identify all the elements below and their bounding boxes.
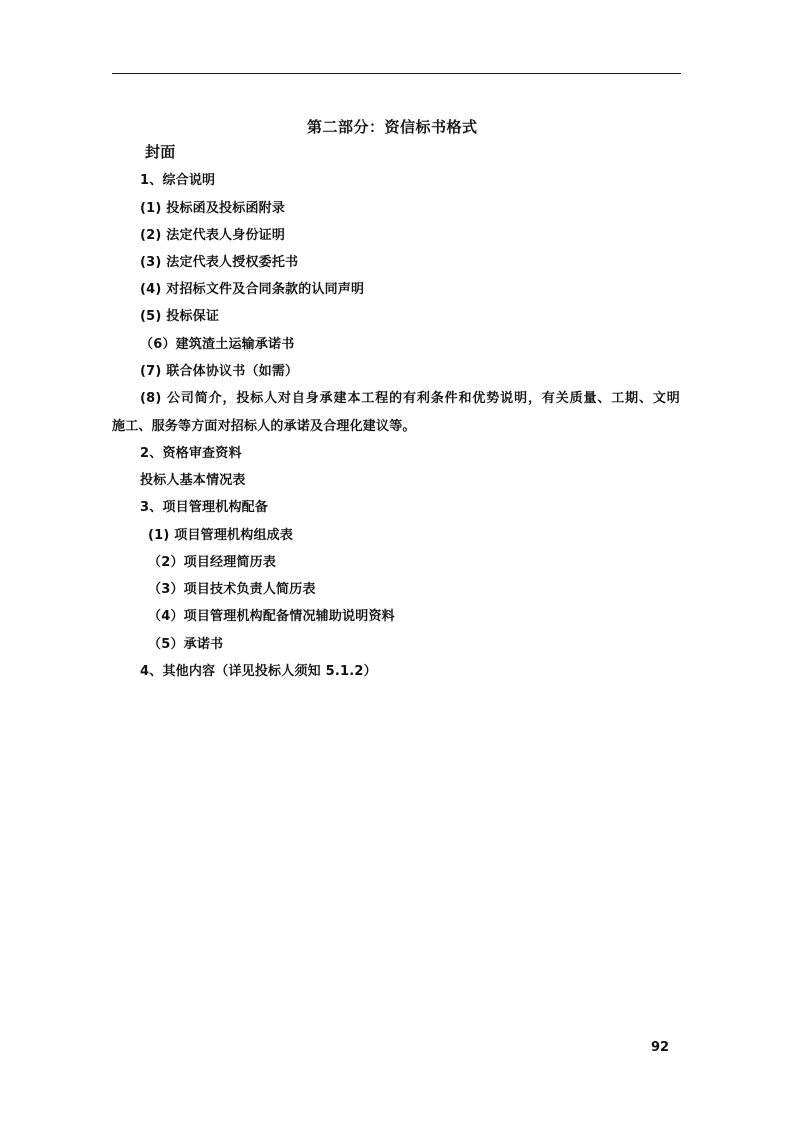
section-2-heading: 2、资格审查资料 xyxy=(140,446,242,461)
section-3-item-5: （5）承诺书 xyxy=(148,637,224,652)
section-1-heading: 1、综合说明 xyxy=(140,173,216,188)
section-2-item: 投标人基本情况表 xyxy=(140,473,246,488)
section-1-item-1: (1) 投标函及投标函附录 xyxy=(140,201,286,216)
document-title: 第二部分：资信标书格式 xyxy=(307,118,478,136)
section-1-item-8-line-1: (8) 公司简介，投标人对自身承建本工程的有利条件和优势说明，有关质量、工期、文明 xyxy=(140,391,680,406)
section-3-item-1: (1) 项目管理机构组成表 xyxy=(148,528,294,543)
header-rule xyxy=(112,73,681,74)
page-number: 92 xyxy=(651,1040,670,1055)
section-1-item-2: (2) 法定代表人身份证明 xyxy=(140,228,286,243)
section-3-item-4: （4）项目管理机构配备情况辅助说明资料 xyxy=(148,609,395,624)
section-4-heading: 4、其他内容（详见投标人须知 5.1.2） xyxy=(140,664,377,679)
section-1-item-5: (5) 投标保证 xyxy=(140,309,220,324)
section-1-item-8-line-2: 施工、服务等方面对招标人的承诺及合理化建议等。 xyxy=(112,419,416,434)
section-1-item-7: (7) 联合体协议书（如需） xyxy=(140,364,299,379)
section-1-item-4: (4) 对招标文件及合同条款的认同声明 xyxy=(140,282,365,297)
section-3-item-3: （3）项目技术负责人简历表 xyxy=(148,582,316,597)
section-1-item-3: (3) 法定代表人授权委托书 xyxy=(140,255,299,270)
section-3-item-2: （2）项目经理简历表 xyxy=(148,555,277,570)
cover-heading: 封面 xyxy=(145,143,176,161)
section-1-item-6: （6）建筑渣土运输承诺书 xyxy=(140,337,295,352)
section-3-heading: 3、项目管理机构配备 xyxy=(140,500,269,515)
